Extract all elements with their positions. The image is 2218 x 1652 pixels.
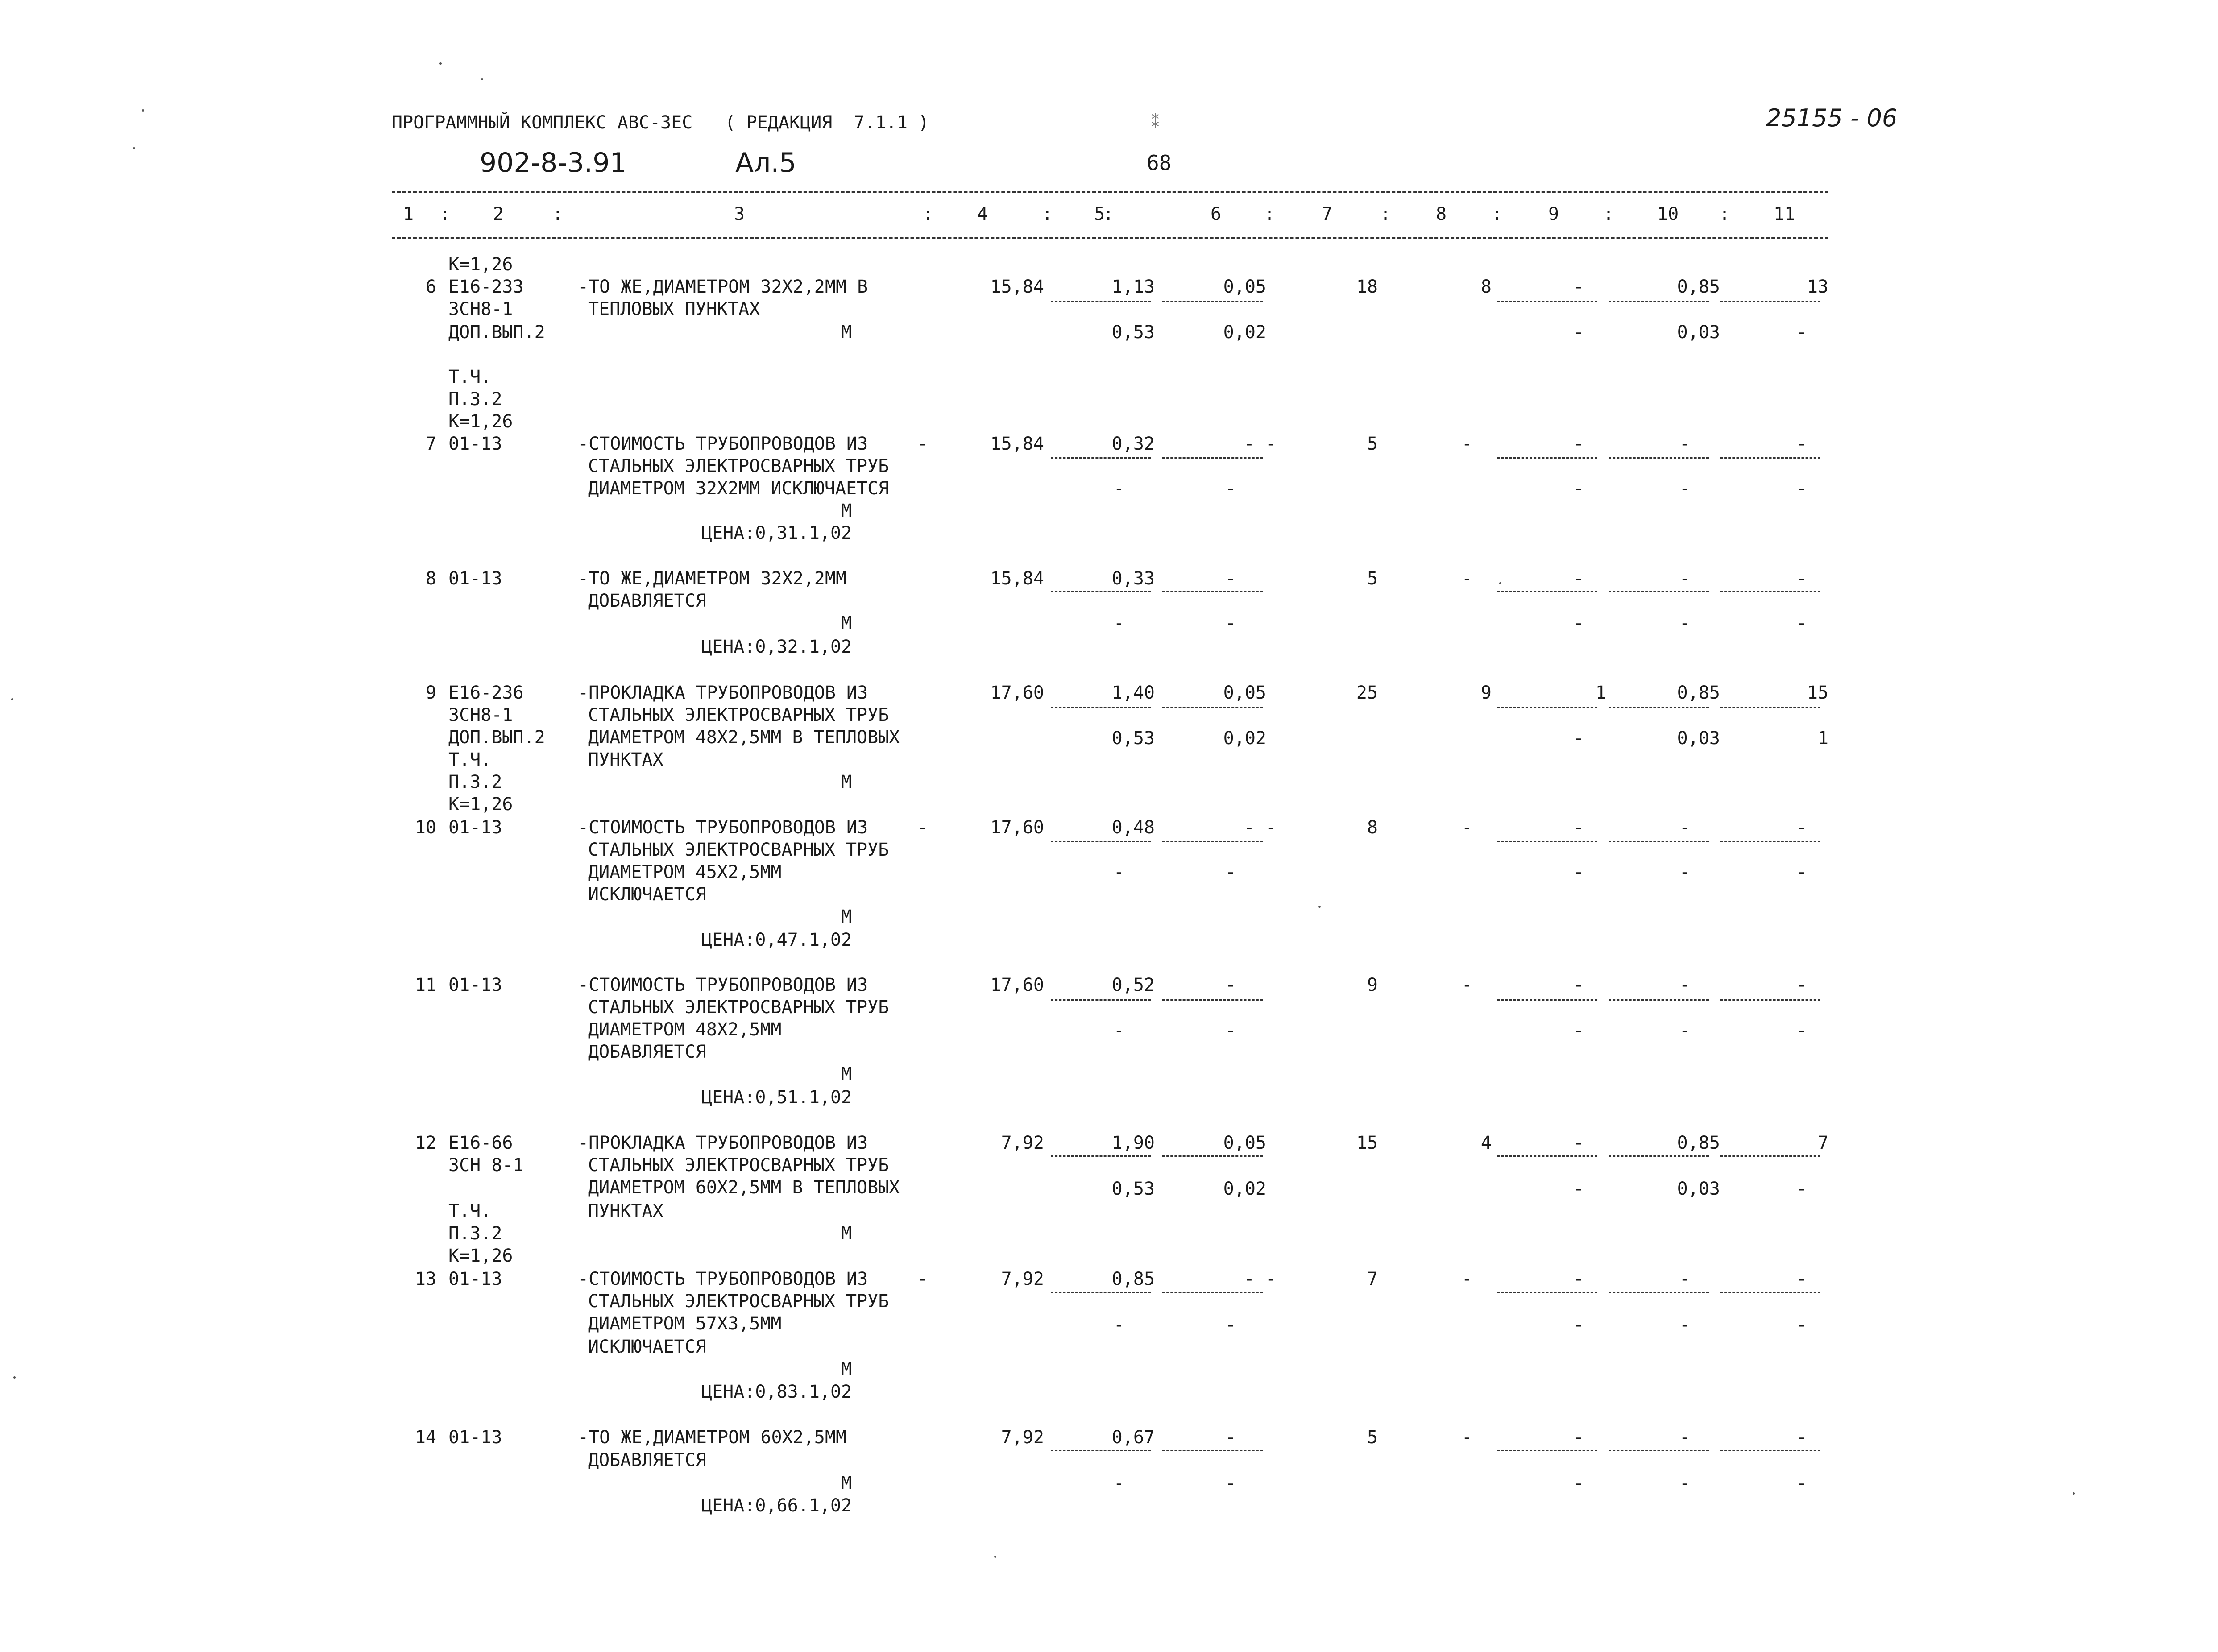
table-cell: -	[1796, 817, 1807, 838]
table-cell: -	[1679, 478, 1690, 499]
fraction-rule	[1051, 591, 1151, 592]
table-cell: М	[841, 322, 852, 343]
table-cell: -	[1796, 1269, 1807, 1289]
fraction-rule	[1609, 457, 1709, 459]
table-cell: K=1,26	[448, 794, 513, 815]
table-cell: 0,05	[1223, 277, 1266, 297]
table-cell: -	[1796, 1179, 1807, 1199]
table-cell: -	[1461, 817, 1472, 838]
table-cell: 13	[1807, 277, 1828, 297]
table-cell: 0,03	[1677, 322, 1720, 343]
table-cell: -	[917, 434, 928, 454]
table-cell: -	[1225, 1473, 1236, 1494]
table-cell: ДОБАВЛЯЕТСЯ	[588, 591, 706, 611]
column-separator: :	[1603, 204, 1614, 224]
table-cell: -	[1573, 975, 1584, 995]
table-cell: 0,32	[1111, 434, 1155, 454]
fraction-rule	[1497, 591, 1597, 592]
column-header-8: 8	[1436, 204, 1447, 224]
table-cell: 7	[1367, 1269, 1378, 1289]
fraction-rule	[1162, 707, 1263, 708]
table-cell: М	[841, 772, 852, 792]
table-cell: ДИАМЕТРОМ 48Х2,5ММ В ТЕПЛОВЫХ	[588, 727, 900, 748]
table-cell: ПУНКТАХ	[588, 1201, 663, 1221]
table-cell: П.3.2	[448, 389, 502, 410]
table-cell: 6	[425, 277, 436, 297]
table-cell: 11	[415, 975, 436, 995]
table-cell: -	[1573, 1133, 1584, 1153]
table-cell: -	[1573, 1020, 1584, 1041]
table-cell: -	[1573, 1473, 1584, 1494]
fraction-rule	[1720, 591, 1820, 592]
table-cell: 17,60	[990, 975, 1044, 995]
column-separator: :	[1492, 204, 1503, 224]
table-cell: М	[841, 907, 852, 927]
table-cell: СТАЛЬНЫХ ЭЛЕКТРОСВАРНЫХ ТРУБ	[588, 840, 889, 860]
table-cell: -	[1225, 1315, 1236, 1335]
table-cell: ИСКЛЮЧАЕТСЯ	[588, 884, 706, 905]
table-cell: 01-13	[448, 434, 502, 454]
table-cell: ЦЕНА:0,51.1,02	[701, 1087, 852, 1108]
table-cell: 9	[1367, 975, 1378, 995]
table-cell: -	[1796, 322, 1807, 343]
table-cell: -	[1573, 568, 1584, 589]
table-cell: -	[1679, 862, 1690, 882]
table-cell: -	[1679, 1473, 1690, 1494]
table-cell: ТЕПЛОВЫХ ПУНКТАХ	[588, 299, 760, 319]
table-header-rule	[392, 237, 1828, 239]
table-cell: K=1,26	[448, 411, 513, 432]
table-cell: 0,05	[1223, 683, 1266, 703]
fraction-rule	[1720, 1155, 1820, 1157]
table-cell: K=1,26	[448, 254, 513, 275]
table-cell: -	[1225, 975, 1236, 995]
fraction-rule	[1162, 1155, 1263, 1157]
table-cell: ДИАМЕТРОМ 57Х3,5ММ	[588, 1313, 782, 1334]
table-cell: -	[1573, 1427, 1584, 1448]
table-cell: - -	[1244, 817, 1276, 838]
table-cell: 0,85	[1111, 1269, 1155, 1289]
table-cell: 4	[1480, 1133, 1492, 1153]
table-cell: 3СН 8-1	[448, 1155, 524, 1176]
fraction-rule	[1162, 301, 1263, 302]
table-cell: -	[1573, 1269, 1584, 1289]
fraction-rule	[1720, 707, 1820, 708]
table-cell: -	[1679, 817, 1690, 838]
table-cell: Т.Ч.	[448, 749, 492, 770]
table-cell: -	[1461, 1427, 1472, 1448]
table-cell: М	[841, 501, 852, 521]
table-cell: -ТО ЖЕ,ДИАМЕТРОМ 60Х2,5ММ	[578, 1427, 847, 1448]
table-cell: -	[1573, 322, 1584, 343]
table-cell: 01-13	[448, 975, 502, 995]
table-cell: Е16-233	[448, 277, 524, 297]
table-cell: -	[1796, 862, 1807, 882]
column-separator: :	[1042, 204, 1053, 224]
table-cell: 5	[1367, 568, 1378, 589]
table-cell: 1,13	[1111, 277, 1155, 297]
table-cell: -	[1573, 277, 1584, 297]
table-cell: 3СН8-1	[448, 705, 513, 725]
column-header-2: 2	[493, 204, 504, 224]
table-cell: СТАЛЬНЫХ ЭЛЕКТРОСВАРНЫХ ТРУБ	[588, 997, 889, 1018]
fraction-rule	[1609, 841, 1709, 842]
table-cell: СТАЛЬНЫХ ЭЛЕКТРОСВАРНЫХ ТРУБ	[588, 1291, 889, 1312]
table-cell: 7,92	[1001, 1269, 1044, 1289]
table-cell: 1,40	[1111, 683, 1155, 703]
table-cell: -ТО ЖЕ,ДИАМЕТРОМ 32Х2,2ММ В	[578, 277, 868, 297]
table-cell: М	[841, 1359, 852, 1380]
table-cell: 8	[1480, 277, 1492, 297]
table-cell: 13	[415, 1269, 436, 1289]
fraction-rule	[1162, 1450, 1263, 1451]
table-cell: П.3.2	[448, 1223, 502, 1244]
table-cell: 1,90	[1111, 1133, 1155, 1153]
table-cell: 7	[1817, 1133, 1828, 1153]
table-cell: -	[1796, 434, 1807, 454]
table-cell: 01-13	[448, 817, 502, 838]
column-separator: :	[923, 204, 934, 224]
table-cell: 17,60	[990, 817, 1044, 838]
table-cell: 7,92	[1001, 1427, 1044, 1448]
table-cell: ЦЕНА:0,83.1,02	[701, 1382, 852, 1402]
table-cell: -	[1796, 613, 1807, 633]
table-cell: 0,48	[1111, 817, 1155, 838]
fraction-rule	[1609, 707, 1709, 708]
table-cell: 15,84	[990, 434, 1044, 454]
fraction-rule	[1720, 1450, 1820, 1451]
table-cell: ДОБАВЛЯЕТСЯ	[588, 1450, 706, 1470]
table-cell: ЦЕНА:0,66.1,02	[701, 1495, 852, 1516]
table-cell: -ПРОКЛАДКА ТРУБОПРОВОДОВ ИЗ	[578, 683, 868, 703]
table-cell: СТАЛЬНЫХ ЭЛЕКТРОСВАРНЫХ ТРУБ	[588, 456, 889, 476]
table-cell: 9	[1480, 683, 1492, 703]
table-top-rule	[392, 191, 1828, 193]
table-cell: 0,53	[1111, 1179, 1155, 1199]
table-cell: -ПРОКЛАДКА ТРУБОПРОВОДОВ ИЗ	[578, 1133, 868, 1153]
table-cell: 0,53	[1111, 322, 1155, 343]
table-cell: -	[1679, 1427, 1690, 1448]
fraction-rule	[1051, 1155, 1151, 1157]
column-header-6: 6	[1211, 204, 1222, 224]
table-cell: -	[1113, 1473, 1124, 1494]
table-cell: ЦЕНА:0,47.1,02	[701, 930, 852, 950]
table-cell: 0,02	[1223, 322, 1266, 343]
table-cell: 0,67	[1111, 1427, 1155, 1448]
column-header-7: 7	[1322, 204, 1333, 224]
table-cell: -СТОИМОСТЬ ТРУБОПРОВОДОВ ИЗ	[578, 817, 868, 838]
table-cell: -	[1679, 568, 1690, 589]
fraction-rule	[1720, 457, 1820, 459]
table-cell: -СТОИМОСТЬ ТРУБОПРОВОДОВ ИЗ	[578, 975, 868, 995]
table-cell: 17,60	[990, 683, 1044, 703]
scan-mark: ⁑	[1151, 113, 1159, 132]
fraction-rule	[1720, 1292, 1820, 1293]
table-cell: ДИАМЕТРОМ 32Х2ММ ИСКЛЮЧАЕТСЯ	[588, 478, 889, 499]
table-cell: -	[1796, 478, 1807, 499]
table-cell: -	[917, 1269, 928, 1289]
fraction-rule	[1051, 457, 1151, 459]
table-cell: 3СН8-1	[448, 299, 513, 319]
table-cell: -СТОИМОСТЬ ТРУБОПРОВОДОВ ИЗ	[578, 434, 868, 454]
fraction-rule	[1162, 457, 1263, 459]
table-cell: -	[1461, 568, 1472, 589]
table-cell: -	[1573, 434, 1584, 454]
table-cell: 5	[1367, 1427, 1378, 1448]
table-cell: 14	[415, 1427, 436, 1448]
table-cell: -	[1113, 1315, 1124, 1335]
table-cell: ДИАМЕТРОМ 48Х2,5ММ	[588, 1019, 782, 1040]
column-separator: :	[439, 204, 451, 224]
table-cell: -	[1113, 1020, 1124, 1041]
table-cell: 9	[425, 683, 436, 703]
table-cell: ДОП.ВЫП.2	[448, 322, 545, 343]
table-cell: -	[1796, 975, 1807, 995]
table-cell: 0,85	[1677, 277, 1720, 297]
table-cell: ПУНКТАХ	[588, 749, 663, 770]
table-cell: -	[1679, 1020, 1690, 1041]
table-cell: -	[1679, 434, 1690, 454]
fraction-rule	[1497, 999, 1597, 1001]
table-cell: 15	[1807, 683, 1828, 703]
fraction-rule	[1497, 457, 1597, 459]
table-cell: -	[1679, 613, 1690, 633]
column-header-1: 1	[403, 204, 414, 224]
table-cell: СТАЛЬНЫХ ЭЛЕКТРОСВАРНЫХ ТРУБ	[588, 705, 889, 725]
table-cell: -	[1113, 613, 1124, 633]
table-cell: 15	[1356, 1133, 1378, 1153]
fraction-rule	[1051, 841, 1151, 842]
table-cell: 0,02	[1223, 728, 1266, 749]
table-cell: 1	[1817, 728, 1828, 749]
table-cell: -	[1573, 817, 1584, 838]
table-cell: 0,05	[1223, 1133, 1266, 1153]
table-cell: 01-13	[448, 568, 502, 589]
table-cell: СТАЛЬНЫХ ЭЛЕКТРОСВАРНЫХ ТРУБ	[588, 1155, 889, 1176]
table-cell: М	[841, 1064, 852, 1085]
table-cell: 0,03	[1677, 728, 1720, 749]
table-cell: -	[1461, 1269, 1472, 1289]
table-cell: -СТОИМОСТЬ ТРУБОПРОВОДОВ ИЗ	[578, 1269, 868, 1289]
table-cell: ДИАМЕТРОМ 45Х2,5ММ	[588, 862, 782, 882]
table-cell: -	[917, 817, 928, 838]
column-header-4: 4	[977, 204, 988, 224]
table-cell: -	[1679, 1269, 1690, 1289]
table-cell: ДОБАВЛЯЕТСЯ	[588, 1042, 706, 1062]
table-cell: -	[1113, 478, 1124, 499]
table-cell: ИСКЛЮЧАЕТСЯ	[588, 1337, 706, 1357]
table-cell: 0,03	[1677, 1179, 1720, 1199]
column-header-10: 10	[1657, 204, 1679, 224]
fraction-rule	[1497, 1450, 1597, 1451]
table-cell: Е16-236	[448, 683, 524, 703]
table-cell: -	[1796, 1427, 1807, 1448]
table-cell: ДИАМЕТРОМ 60Х2,5ММ В ТЕПЛОВЫХ	[588, 1177, 900, 1198]
column-separator: :	[552, 204, 564, 224]
table-cell: -	[1573, 613, 1584, 633]
table-cell: 8	[425, 568, 436, 589]
table-cell: -	[1461, 434, 1472, 454]
table-cell: -	[1461, 975, 1472, 995]
table-cell: -	[1225, 568, 1236, 589]
fraction-rule	[1497, 1292, 1597, 1293]
document-number: 25155 - 06	[1766, 104, 1898, 132]
fraction-rule	[1720, 841, 1820, 842]
fraction-rule	[1051, 301, 1151, 302]
table-cell: 15,84	[990, 568, 1044, 589]
fraction-rule	[1162, 1292, 1263, 1293]
table-cell: -	[1573, 1315, 1584, 1335]
table-cell: 0,53	[1111, 728, 1155, 749]
table-cell: Т.Ч.	[448, 367, 492, 387]
table-cell: -	[1679, 975, 1690, 995]
fraction-rule	[1051, 1450, 1151, 1451]
table-cell: 18	[1356, 277, 1378, 297]
table-cell: П.3.2	[448, 772, 502, 792]
table-cell: -	[1573, 478, 1584, 499]
table-cell: 12	[415, 1133, 436, 1153]
table-cell: - -	[1244, 1269, 1276, 1289]
fraction-rule	[1497, 301, 1597, 302]
table-cell: Т.Ч.	[448, 1201, 492, 1221]
fraction-rule	[1051, 707, 1151, 708]
table-cell: Е16-66	[448, 1133, 513, 1153]
table-cell: -	[1679, 1315, 1690, 1335]
album-number: Ал.5	[735, 147, 796, 178]
table-cell: 0,33	[1111, 568, 1155, 589]
table-cell: -	[1225, 613, 1236, 633]
table-cell: М	[841, 1223, 852, 1244]
table-cell: -	[1573, 728, 1584, 749]
table-cell: -	[1225, 1020, 1236, 1041]
fraction-rule	[1497, 841, 1597, 842]
column-header-11: 11	[1774, 204, 1795, 224]
fraction-rule	[1162, 841, 1263, 842]
table-cell: -	[1796, 1473, 1807, 1494]
table-cell: 0,02	[1223, 1179, 1266, 1199]
fraction-rule	[1720, 301, 1820, 302]
fraction-rule	[1609, 1155, 1709, 1157]
table-cell: -	[1113, 862, 1124, 882]
fraction-rule	[1609, 1450, 1709, 1451]
table-cell: 0,85	[1677, 1133, 1720, 1153]
project-code: 902-8-3.91	[480, 147, 627, 178]
table-cell: 1	[1595, 683, 1606, 703]
fraction-rule	[1497, 1155, 1597, 1157]
table-cell: -	[1225, 478, 1236, 499]
table-cell: K=1,26	[448, 1246, 513, 1266]
column-separator: :	[1380, 204, 1391, 224]
table-cell: -	[1573, 862, 1584, 882]
table-cell: 5	[1367, 434, 1378, 454]
table-cell: -	[1225, 1427, 1236, 1448]
fraction-rule	[1162, 999, 1263, 1001]
table-cell: ДОП.ВЫП.2	[448, 727, 545, 748]
page-number: 68	[1147, 151, 1172, 175]
table-cell: 0,52	[1111, 975, 1155, 995]
fraction-rule	[1162, 591, 1263, 592]
table-cell: -	[1573, 1179, 1584, 1199]
table-cell: ЦЕНА:0,32.1,02	[701, 637, 852, 657]
column-separator: :	[1103, 204, 1114, 224]
fraction-rule	[1051, 999, 1151, 1001]
table-cell: ЦЕНА:0,31.1,02	[701, 523, 852, 543]
table-cell: -	[1796, 568, 1807, 589]
fraction-rule	[1609, 591, 1709, 592]
table-cell: -ТО ЖЕ,ДИАМЕТРОМ 32Х2,2ММ	[578, 568, 847, 589]
table-cell: 7,92	[1001, 1133, 1044, 1153]
fraction-rule	[1497, 707, 1597, 708]
table-cell: 25	[1356, 683, 1378, 703]
table-cell: 01-13	[448, 1427, 502, 1448]
table-cell: -	[1796, 1020, 1807, 1041]
column-header-3: 3	[734, 204, 745, 224]
column-header-5: 5	[1094, 204, 1105, 224]
program-header: ПРОГРАММНЫЙ КОМПЛЕКС АВС-3ЕС ( РЕДАКЦИЯ 7.1.1 )	[392, 112, 929, 133]
fraction-rule	[1609, 301, 1709, 302]
table-cell: 01-13	[448, 1269, 502, 1289]
column-separator: :	[1719, 204, 1730, 224]
table-cell: 15,84	[990, 277, 1044, 297]
fraction-rule	[1609, 1292, 1709, 1293]
fraction-rule	[1609, 999, 1709, 1001]
table-cell: 10	[415, 817, 436, 838]
fraction-rule	[1720, 999, 1820, 1001]
table-cell: - -	[1244, 434, 1276, 454]
column-header-9: 9	[1548, 204, 1559, 224]
table-cell: 0,85	[1677, 683, 1720, 703]
table-cell: -	[1225, 862, 1236, 882]
table-cell: 8	[1367, 817, 1378, 838]
table-cell: 7	[425, 434, 436, 454]
fraction-rule	[1051, 1292, 1151, 1293]
column-separator: :	[1264, 204, 1275, 224]
table-cell: М	[841, 1473, 852, 1494]
table-cell: М	[841, 613, 852, 633]
table-cell: -	[1796, 1315, 1807, 1335]
